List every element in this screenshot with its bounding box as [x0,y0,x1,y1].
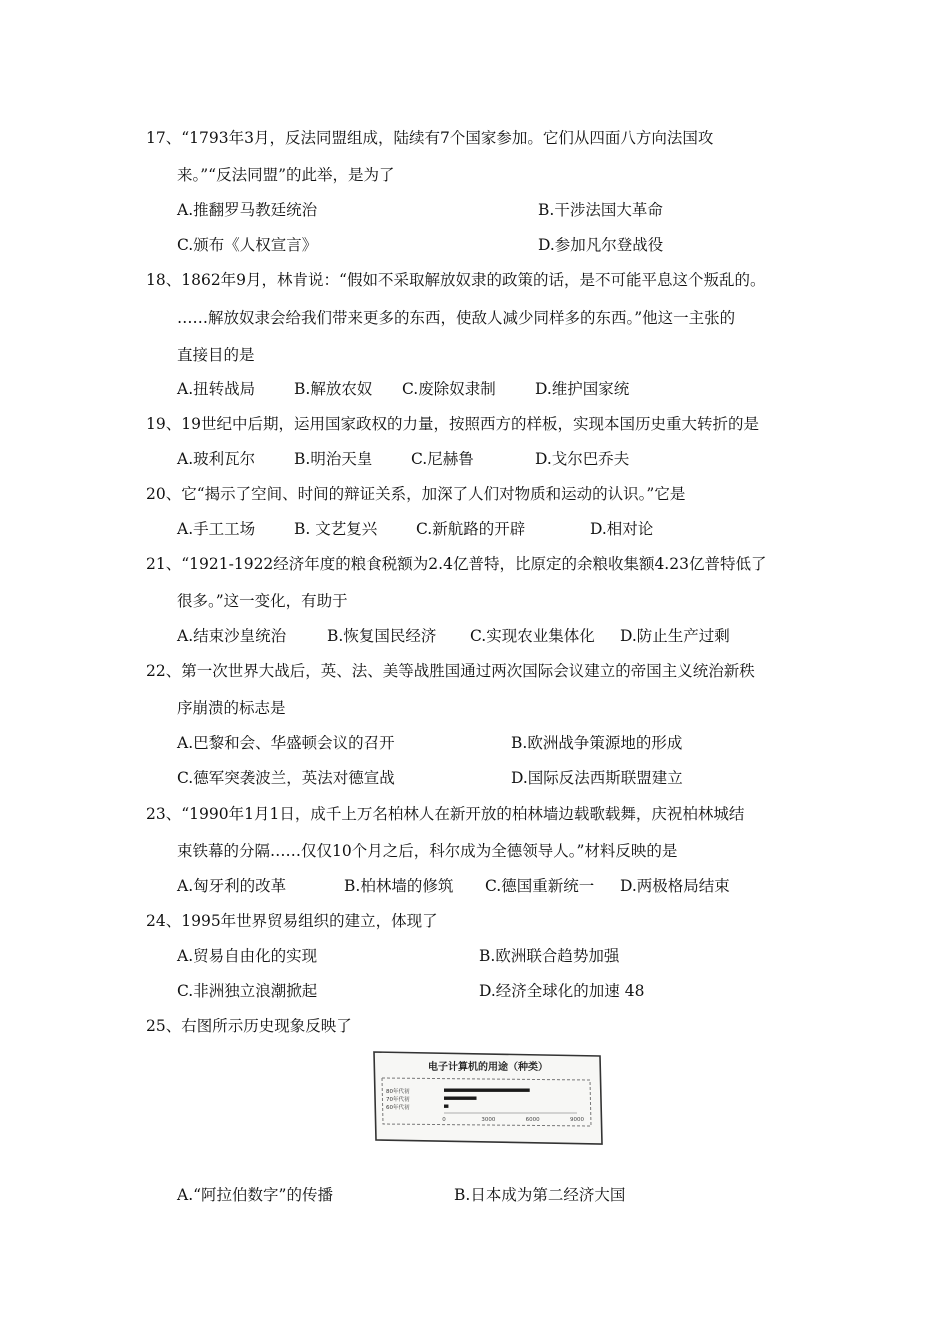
q17-option-b: B.干涉法国大革命 [538,201,663,219]
q18-option-d: D.维护国家统 [535,380,630,398]
chart-title: 电子计算机的用途（种类） [428,1062,548,1073]
q24-option-b: B.欧洲联合趋势加强 [479,947,620,965]
q25-option-b: B.日本成为第二经济大国 [454,1186,626,1204]
q24-option-c: C.非洲独立浪潮掀起 [177,982,318,1000]
q20-option-d: D.相对论 [590,520,654,538]
q20-option-a: A.手工工场 [177,520,256,538]
chart-x-tick-label: 3000 [481,1117,496,1123]
chart-category-label: 70年代初 [386,1097,410,1103]
question-17-line-1: 17、“1793年3月，反法同盟组成，陆续有7个国家参加。它们从四面八方向法国攻 [146,129,714,147]
question-21-line-1: 21、“1921-1922经济年度的粮食税额为2.4亿普特，比原定的余粮收集额4.23亿普特低了 [146,555,767,573]
question-19-line-1: 19、19世纪中后期，运用国家政权的力量，按照西方的样板，实现本国历史重大转折的是 [146,415,759,433]
chart-category-label: 80年代初 [386,1089,410,1095]
q24-option-d: D.经济全球化的加速 48 [479,982,645,1000]
q18-option-a: A.扭转战局 [177,380,256,398]
question-20-line-1: 20、它“揭示了空间、时间的辩证关系，加深了人们对物质和运动的认识。”它是 [146,485,686,503]
q17-option-c: C.颁布《人权宣言》 [177,236,318,254]
question-18-line-2: ……解放奴隶会给我们带来更多的东西，使敌人减少同样多的东西。”他这一主张的 [177,309,736,327]
q17-option-d: D.参加凡尔登战役 [538,236,664,254]
chart-bar [444,1089,530,1092]
question-22-line-2: 序崩溃的标志是 [177,699,286,717]
q22-option-c: C.德军突袭波兰，英法对德宣战 [177,769,395,787]
chart-x-tick-label: 6000 [525,1117,540,1123]
q21-option-c: C.实现农业集体化 [470,627,595,645]
question-24-line-1: 24、1995年世界贸易组织的建立，体现了 [146,912,438,930]
q19-option-c: C.尼赫鲁 [411,450,474,468]
question-22-line-1: 22、第一次世界大战后，英、法、美等战胜国通过两次国际会议建立的帝国主义统治新秩 [146,662,755,680]
q22-option-b: B.欧洲战争策源地的形成 [511,734,683,752]
chart-bar [444,1097,477,1100]
q19-option-a: A.玻利瓦尔 [177,450,256,468]
question-23-line-1: 23、“1990年1月1日，成千上万名柏林人在新开放的柏林墙边载歌载舞，庆祝柏林城结 [146,805,745,823]
question-18-line-3: 直接目的是 [177,346,255,364]
q22-option-d: D.国际反法西斯联盟建立 [511,769,683,787]
question-17-line-2: 来。”“反法同盟”的此举，是为了 [177,166,395,184]
q24-option-a: A.贸易自由化的实现 [177,947,318,965]
q23-option-d: D.两极格局结束 [620,877,730,895]
q18-option-c: C.废除奴隶制 [402,380,496,398]
q23-option-c: C.德国重新统一 [485,877,595,895]
chart-svg [372,1050,604,1146]
chart-x-tick-label: 9000 [570,1117,584,1123]
question-23-line-2: 束铁幕的分隔……仅仅10个月之后，科尔成为全德领导人。”材料反映的是 [177,842,678,860]
q17-option-a: A.推翻罗马教廷统治 [177,201,318,219]
chart-x-tick-label: 0 [442,1117,446,1123]
q20-option-c: C.新航路的开辟 [416,520,526,538]
question-18-line-1: 18、1862年9月，林肯说：“假如不采取解放奴隶的政策的话，是不可能平息这个叛乱的。 [146,271,766,289]
question-21-line-2: 很多。”这一变化，有助于 [177,592,348,610]
question-25-line-1: 25、右图所示历史现象反映了 [146,1017,352,1035]
chart-bar [444,1105,448,1108]
q23-option-a: A.匈牙利的改革 [177,877,287,895]
computer-usage-chart [372,1050,604,1146]
q18-option-b: B.解放农奴 [294,380,373,398]
q23-option-b: B.柏林墙的修筑 [344,877,454,895]
q25-option-a: A.“阿拉伯数字”的传播 [177,1186,333,1204]
chart-category-label: 60年代初 [386,1105,410,1111]
q21-option-b: B.恢复国民经济 [327,627,437,645]
q21-option-d: D.防止生产过剩 [620,627,730,645]
q21-option-a: A.结束沙皇统治 [177,627,287,645]
q20-option-b: B. 文艺复兴 [294,520,378,538]
q19-option-b: B.明治天皇 [294,450,373,468]
q22-option-a: A.巴黎和会、华盛顿会议的召开 [177,734,395,752]
q19-option-d: D.戈尔巴乔夫 [535,450,630,468]
